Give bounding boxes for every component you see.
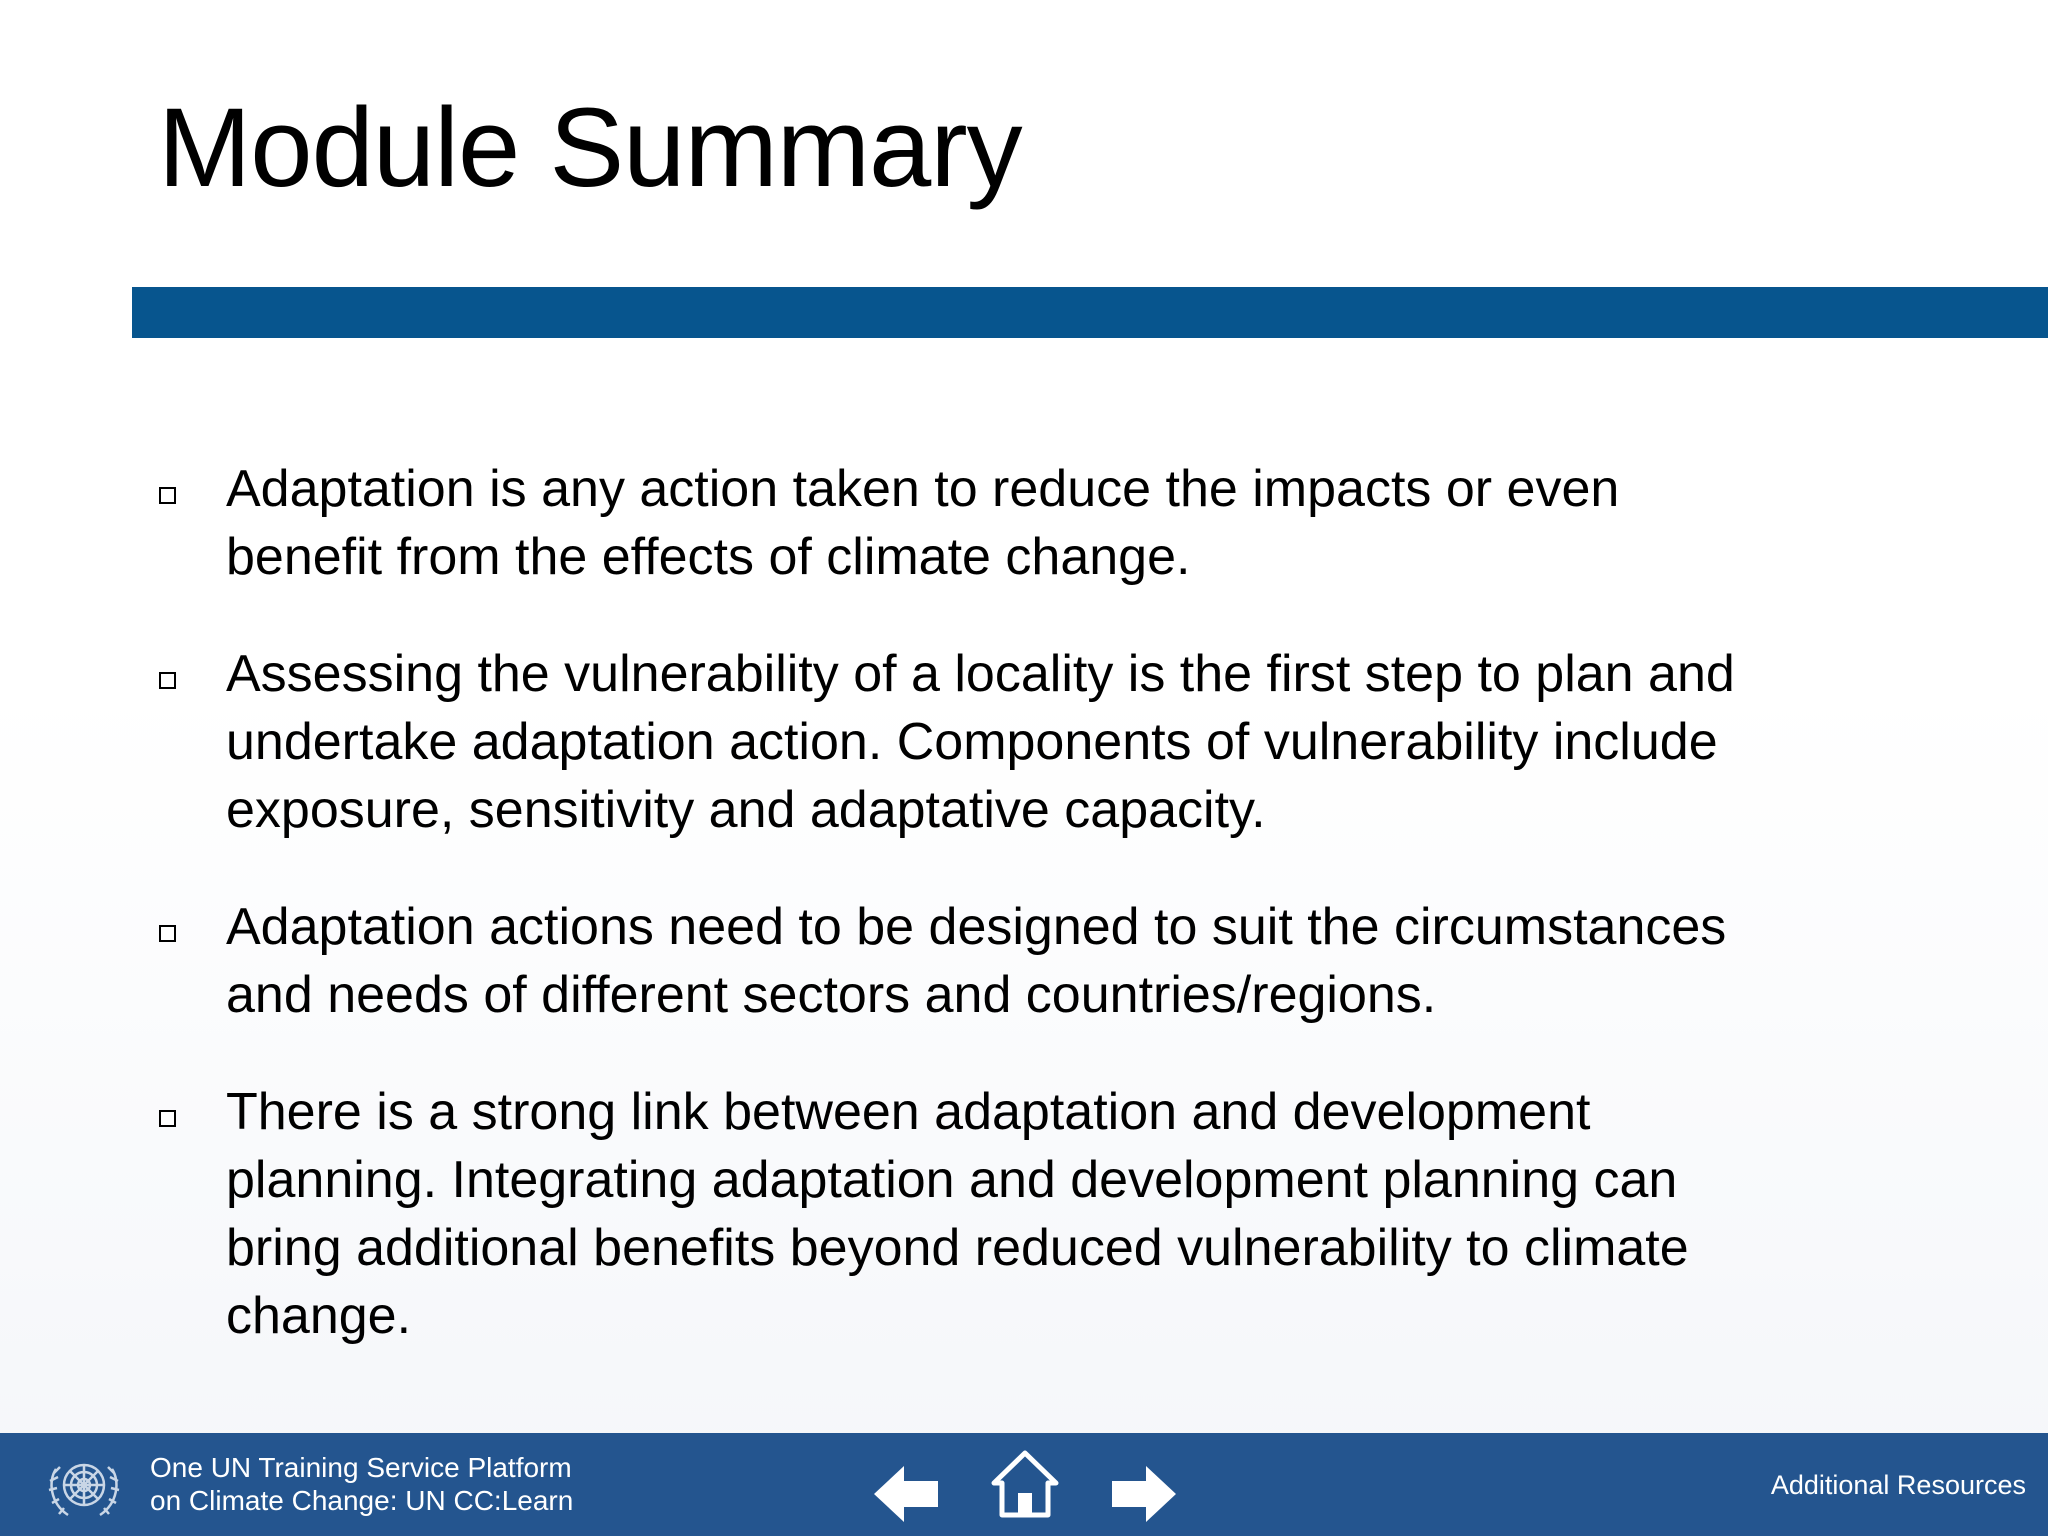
- list-item: [156, 893, 1916, 1029]
- footer-bar: [0, 1433, 2048, 1536]
- list-item: [156, 1078, 1916, 1350]
- platform-name-line: on Climate Change: UN CC:Learn: [150, 1485, 574, 1516]
- summary-list: [156, 455, 1916, 1399]
- list-item: [156, 455, 1916, 591]
- list-item-line: change.: [226, 1287, 412, 1345]
- home-icon[interactable]: [990, 1449, 1060, 1519]
- list-item-line: Adaptation is any action taken to reduce the impacts or even: [226, 460, 1620, 518]
- list-item-line: There is a strong link between adaptation and development: [226, 1083, 1591, 1141]
- list-item-line: exposure, sensitivity and adaptative capacity.: [226, 781, 1266, 839]
- additional-resources-link[interactable]: Additional Resources: [1770, 1470, 2026, 1500]
- list-item-line: planning. Integrating adaptation and development planning can: [226, 1151, 1678, 1209]
- page-title: Module Summary: [158, 85, 1022, 210]
- arrow-left-icon[interactable]: [872, 1459, 942, 1529]
- list-item-line: Assessing the vulnerability of a locality is the first step to plan and: [226, 645, 1735, 703]
- list-item-line: benefit from the effects of climate change.: [226, 528, 1191, 586]
- list-item: [156, 640, 1916, 844]
- list-item-line: and needs of different sectors and countries/regions.: [226, 966, 1437, 1024]
- un-emblem-icon: [38, 1447, 130, 1527]
- list-item-line: bring additional benefits beyond reduced vulnerability to climate: [226, 1219, 1689, 1277]
- arrow-right-icon[interactable]: [1108, 1459, 1178, 1529]
- list-item-line: undertake adaptation action. Components of vulnerability include: [226, 713, 1718, 771]
- square-bullet-icon: [159, 1110, 176, 1127]
- list-item-line: Adaptation actions need to be designed to suit the circumstances: [226, 898, 1727, 956]
- platform-name-line: One UN Training Service Platform: [150, 1452, 572, 1483]
- title-accent-bar: [132, 287, 2048, 338]
- platform-name: [150, 1451, 573, 1517]
- square-bullet-icon: [159, 925, 176, 942]
- square-bullet-icon: [159, 672, 176, 689]
- square-bullet-icon: [159, 487, 176, 504]
